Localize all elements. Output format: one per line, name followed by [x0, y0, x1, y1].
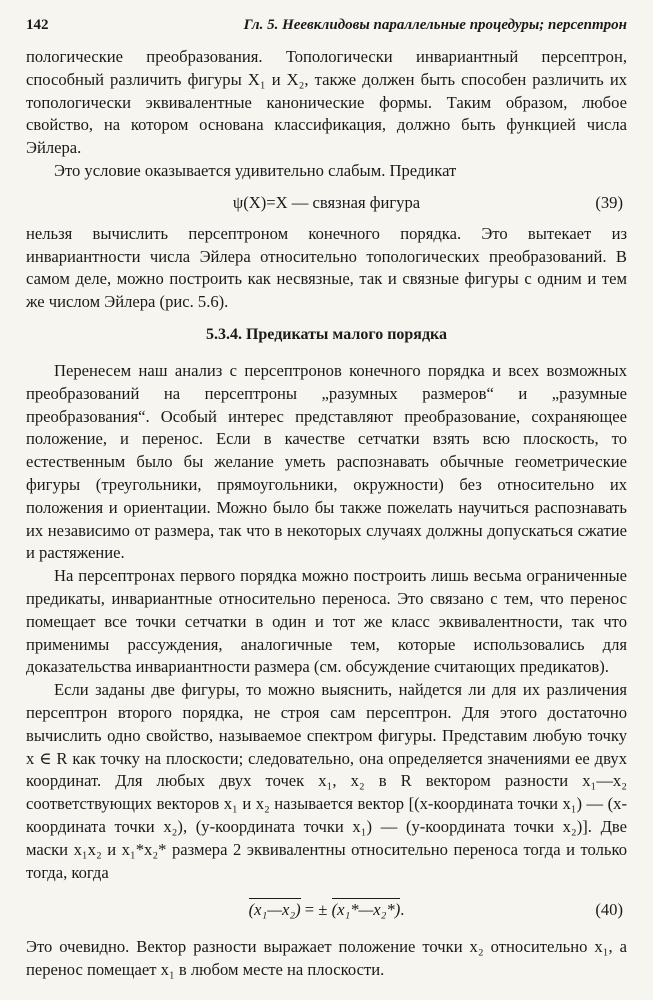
paragraph-6: Если заданы две фигуры, то можно выяснить, найдется ли для их различения персептрон второго порядка, не строя сам персептрон. Для этого достаточно вычислить одно свойство, называемое спектром фигуры. Представим любую точку x ∈ R как точку на плоскости; следовательно, она определяется значениями ее двух координат. Для любых двух точек x₁, x₂ в R вектором разности x₁—x₂ соответствующих векторов x₁ и x₂ называется вектор [(x-координата точки x₁) — (x-координата точки x₂), (y-координата точки x₁) — (y-координата точки x₂)]. Две маски x₁x₂ и x₁*x₂* размера 2 эквивалентны относительно переноса тогда и только тогда, когда — [26, 680, 627, 882]
paragraph-3: нельзя вычислить персептроном конечного порядка. Это вытекает из инвариантности числа Эйлера относительно топологических преобразований. В самом деле, можно построить как несвязные, так и связные фигуры с одним и тем же числом Эйлера (рис. 5.6). — [26, 223, 627, 312]
paragraph-1: пологические преобразования. Топологически инвариантный персептрон, способный различить фигуры X₁ и X₂, также должен быть способен различить их топологически эквивалентные канонические формы. Таким образом, любое свойство, на котором основана классификация, должно быть функцией числа Эйлера. — [26, 47, 627, 158]
paragraph-5: На персептронах первого порядка можно построить лишь весьма ограниченные предикаты, инвариантные относительно переноса. Это связано с тем, что перенос помещает все точки сетчатки в один и тот же класс эквивалентности, так что применимы рассуждения, аналогичные тем, которые использовались для доказательства инвариантности размера (см. обсуждение считающих предикатов). — [26, 566, 627, 677]
formula-40-number: (40) — [595, 900, 623, 920]
formula-40-rhs: (x₁*—x₂*) — [331, 900, 401, 920]
section-title: 5.3.4. Предикаты малого порядка — [205, 325, 448, 343]
paragraph-2: Это условие оказывается удивительно слабым. Предикат — [54, 160, 457, 180]
running-title: Гл. 5. Неевклидовы параллельные процедуры; персептрон — [243, 17, 627, 33]
page-number: 142 — [26, 17, 49, 33]
formula-39-expression: ψ(X)=X — связная фигура — [232, 192, 421, 212]
formula-40-middle: = ± — [300, 900, 332, 920]
paragraph-4: Перенесем наш анализ с персептронов конечного порядка и всех возможных преобразований на персептроны „разумных размеров“ и „разумные преобразования“. Особый интерес представляют преобразование, сохраняющее положение, и перенос. Если в качестве сетчатки взять всю плоскость, то естественным было бы желание уметь распознавать обычные геометрические фигуры (треугольники, прямоугольники, окружности) без относительно их положения и ориентации. Можно было бы также пожелать научиться распознавать их независимо от размера, так что в некоторых случаях должны допускаться сжатие и растяжение. — [26, 360, 627, 563]
formula-39-number: (39) — [595, 192, 623, 212]
formula-39 — [26, 183, 627, 223]
page-header — [26, 14, 627, 46]
formula-40-end: . — [400, 900, 405, 920]
formula-40 — [26, 884, 627, 936]
formula-40-expression — [26, 884, 627, 936]
formula-40-lhs: (x₁—x₂) — [248, 900, 301, 920]
paragraph-7: Это очевидно. Вектор разности выражает положение точки x₂ относительно x₁, а перенос помещает x₁ в любом месте на плоскости. — [26, 937, 627, 980]
